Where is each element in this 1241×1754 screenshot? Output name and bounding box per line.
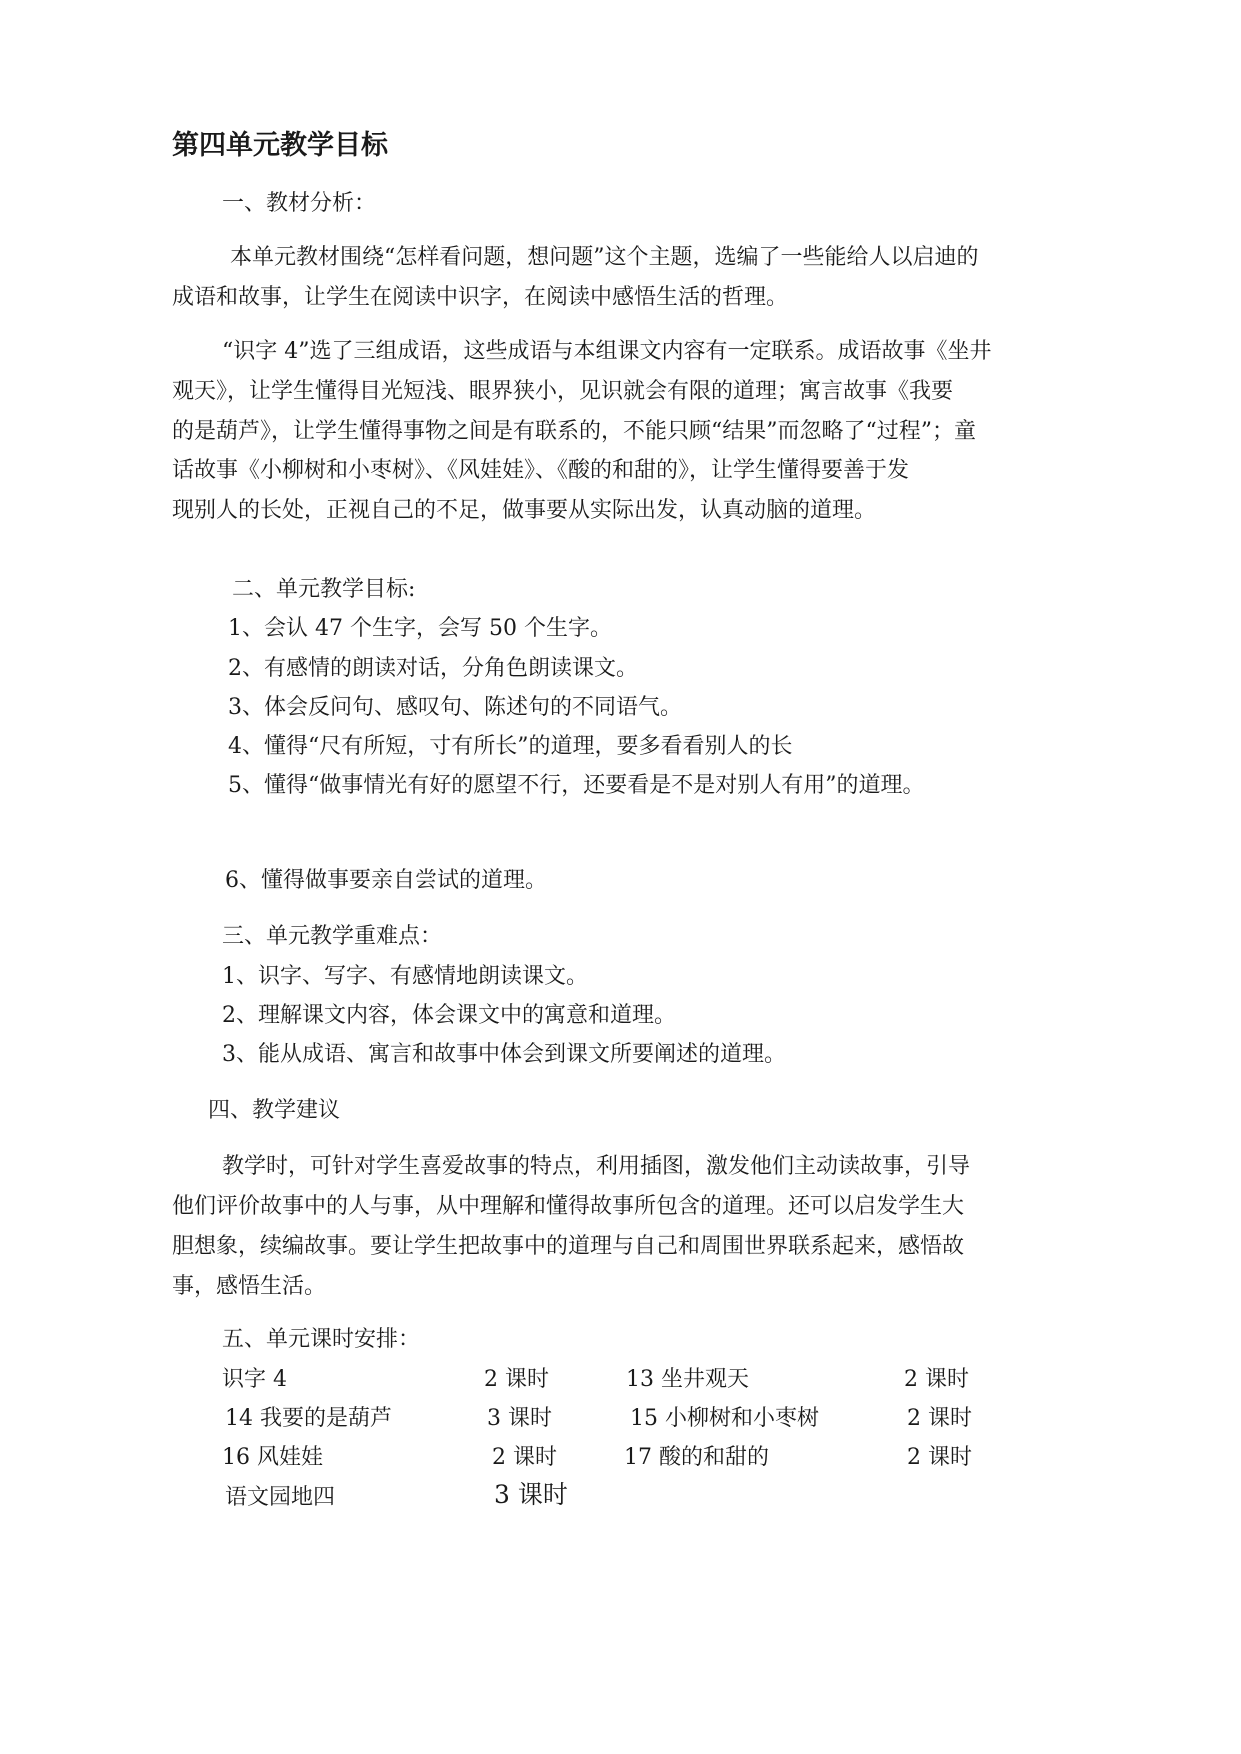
analysis-p2-line-5: 现别人的长处，正视自己的不足，做事要从实际出发，认真动脑的道理。: [172, 498, 877, 523]
goal-item-3: 3、体会反问句、感叹句、陈述句的不同语气。: [228, 695, 682, 720]
schedule-lesson-hours: 2 课时: [907, 1445, 972, 1470]
analysis-p2-line-4: 话故事《小柳树和小枣树》、《风娃娃》、《酸的和甜的》，让学生懂得要善于发: [172, 458, 910, 483]
schedule-lesson-hours: 2 课时: [904, 1367, 969, 1392]
schedule-lesson-name: 14 我要的是葫芦: [225, 1406, 392, 1431]
analysis-p2-line-1: “识字 4”选了三组成语，这些成语与本组课文内容有一定联系。成语故事《坐井: [222, 339, 992, 364]
analysis-p2-line-3: 的是葫芦》，让学生懂得事物之间是有联系的，不能只顾“结果”而忽略了“过程”；童: [172, 419, 976, 444]
goal-item-6: 6、懂得做事要亲自尝试的道理。: [225, 868, 547, 893]
key-point-item-1: 1、识字、写字、有感情地朗读课文。: [222, 964, 588, 989]
goal-item-5: 5、懂得“做事情光有好的愿望不行，还要看是不是对别人有用”的道理。: [228, 773, 925, 798]
schedule-lesson-name: 16 风娃娃: [222, 1445, 323, 1470]
analysis-p1-line-1: 本单元教材围绕“怎样看问题，想问题”这个主题，选编了一些能给人以启迪的: [230, 245, 979, 270]
suggestions-line-4: 事，感悟生活。: [172, 1274, 327, 1299]
suggestions-line-2: 他们评价故事中的人与事，从中理解和懂得故事所包含的道理。还可以启发学生大: [172, 1194, 965, 1219]
goal-item-2: 2、有感情的朗读对话，分角色朗读课文。: [228, 656, 638, 681]
suggestions-line-3: 胆想象，续编故事。要让学生把故事中的道理与自己和周围世界联系起来，感悟故: [172, 1234, 965, 1259]
section-heading-suggestions: 四、教学建议: [208, 1098, 341, 1123]
key-point-item-2: 2、理解课文内容，体会课文中的寓意和道理。: [222, 1003, 676, 1028]
schedule-lesson-hours: 2 课时: [492, 1445, 557, 1470]
goal-item-4: 4、懂得“尺有所短，寸有所长”的道理，要多看看别人的长: [228, 734, 793, 759]
section-heading-key-points: 三、单元教学重难点：: [222, 924, 443, 949]
schedule-lesson-name: 15 小柳树和小枣树: [630, 1406, 819, 1431]
section-heading-schedule: 五、单元课时安排：: [222, 1327, 421, 1352]
schedule-lesson-name: 13 坐井观天: [626, 1367, 749, 1392]
schedule-lesson-hours: 3 课时: [494, 1480, 568, 1509]
schedule-lesson-name: 语文园地四: [225, 1485, 336, 1510]
schedule-lesson-name: 17 酸的和甜的: [624, 1445, 769, 1470]
section-heading-goals: 二、单元教学目标:: [232, 577, 416, 602]
schedule-lesson-hours: 2 课时: [907, 1406, 972, 1431]
key-point-item-3: 3、能从成语、寓言和故事中体会到课文所要阐述的道理。: [222, 1042, 786, 1067]
page-title: 第四单元教学目标: [172, 130, 388, 161]
schedule-lesson-hours: 3 课时: [487, 1406, 552, 1431]
suggestions-line-1: 教学时，可针对学生喜爱故事的特点，利用插图，激发他们主动读故事，引导: [222, 1154, 971, 1179]
schedule-lesson-name: 识字 4: [222, 1367, 287, 1392]
analysis-p2-line-2: 观天》，让学生懂得目光短浅、眼界狭小，见识就会有限的道理；寓言故事《我要: [172, 379, 954, 404]
analysis-p1-line-2: 成语和故事，让学生在阅读中识字，在阅读中感悟生活的哲理。: [172, 285, 789, 310]
goal-item-1: 1、会认 47 个生字，会写 50 个生字。: [228, 616, 612, 641]
schedule-lesson-hours: 2 课时: [484, 1367, 549, 1392]
section-heading-analysis: 一、教材分析：: [222, 191, 377, 216]
